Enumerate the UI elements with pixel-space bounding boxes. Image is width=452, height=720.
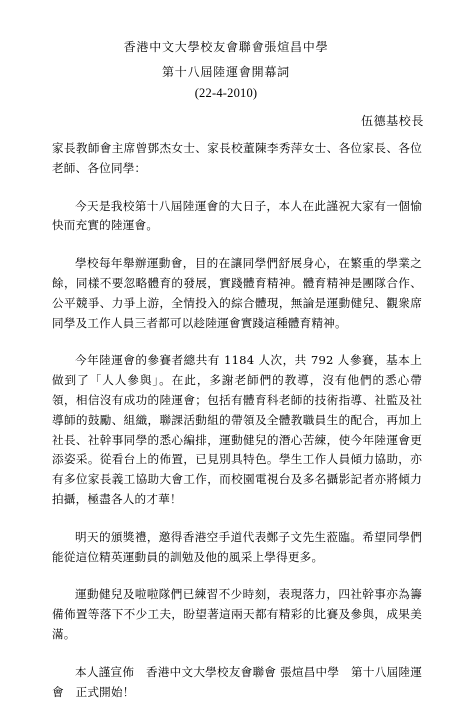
document-subtitle: 第十八屆陸運會開幕詞 bbox=[161, 65, 290, 79]
opening-declaration-paragraph: 本人謹宣佈 香港中文大學校友會聯會 張煊昌中學 第十八屆陸運會 正式開始！ bbox=[52, 664, 422, 699]
sports-spirit-paragraph: 學校每年舉辦運動會，目的在讓同學們舒展身心，在繁重的學業之餘，同樣不要忽略體育的發展，實踐體育精神。體育精神是團隊合作、公平競爭、力爭上游，全情投入的綜合體現，無論是運動健兒、觀衆席同學及工作人員三者都可以趁陸運會實踐這種體育精神。 bbox=[52, 256, 422, 330]
salutation-paragraph: 家長教師會主席曾鄧杰女士、家長校董陳李秀萍女士、各位家長、各位老師、各位同學： bbox=[52, 141, 422, 175]
athletes-paragraph: 運動健兒及啦啦隊們已練習不少時刻，表現落力，四社幹事亦為籌備佈置等落下不少工夫，盼望著這兩天都有精彩的比賽及參與，成果美滿。 bbox=[52, 587, 422, 641]
document-title: 香港中文大學校友會聯會張煊昌中學 bbox=[123, 40, 329, 54]
document-author: 伍德基校長 bbox=[360, 114, 424, 128]
participation-paragraph: 今年陸運會的參賽者總共有 1184 人次，共 792 人參賽，基本上做到了「人人參與」。在此，多謝老師們的教導，沒有他們的悉心帶領，相信沒有成功的陸運會；包括有體育科老師的技術指導、社監及社導師的鼓勵、組織，聯課活動組的帶領及全體教職員生的配合，再加上社長、社幹事同學的悉心編排，運動健兒的潛心苦練，使今年陸運會更添姿采。從看台上的佈置，已見別具特色。學生工作人員傾力協助，亦有多位家長義工協助大會工作，而校園電視台及多名攝影記者亦將傾力拍攝，極盡各人的才華！ bbox=[52, 353, 422, 506]
document-body bbox=[52, 139, 422, 720]
greeting-paragraph: 今天是我校第十八屆陸運會的大日子，本人在此謹祝大家有一個愉快而充實的陸運會。 bbox=[52, 198, 422, 233]
prize-ceremony-paragraph: 明天的頒獎禮，邀得香港空手道代表鄭子文先生蒞臨。希望同學們能從這位精英運動員的訓勉及他的風采上學得更多。 bbox=[52, 529, 422, 564]
document-date: (22-4-2010) bbox=[194, 86, 258, 100]
